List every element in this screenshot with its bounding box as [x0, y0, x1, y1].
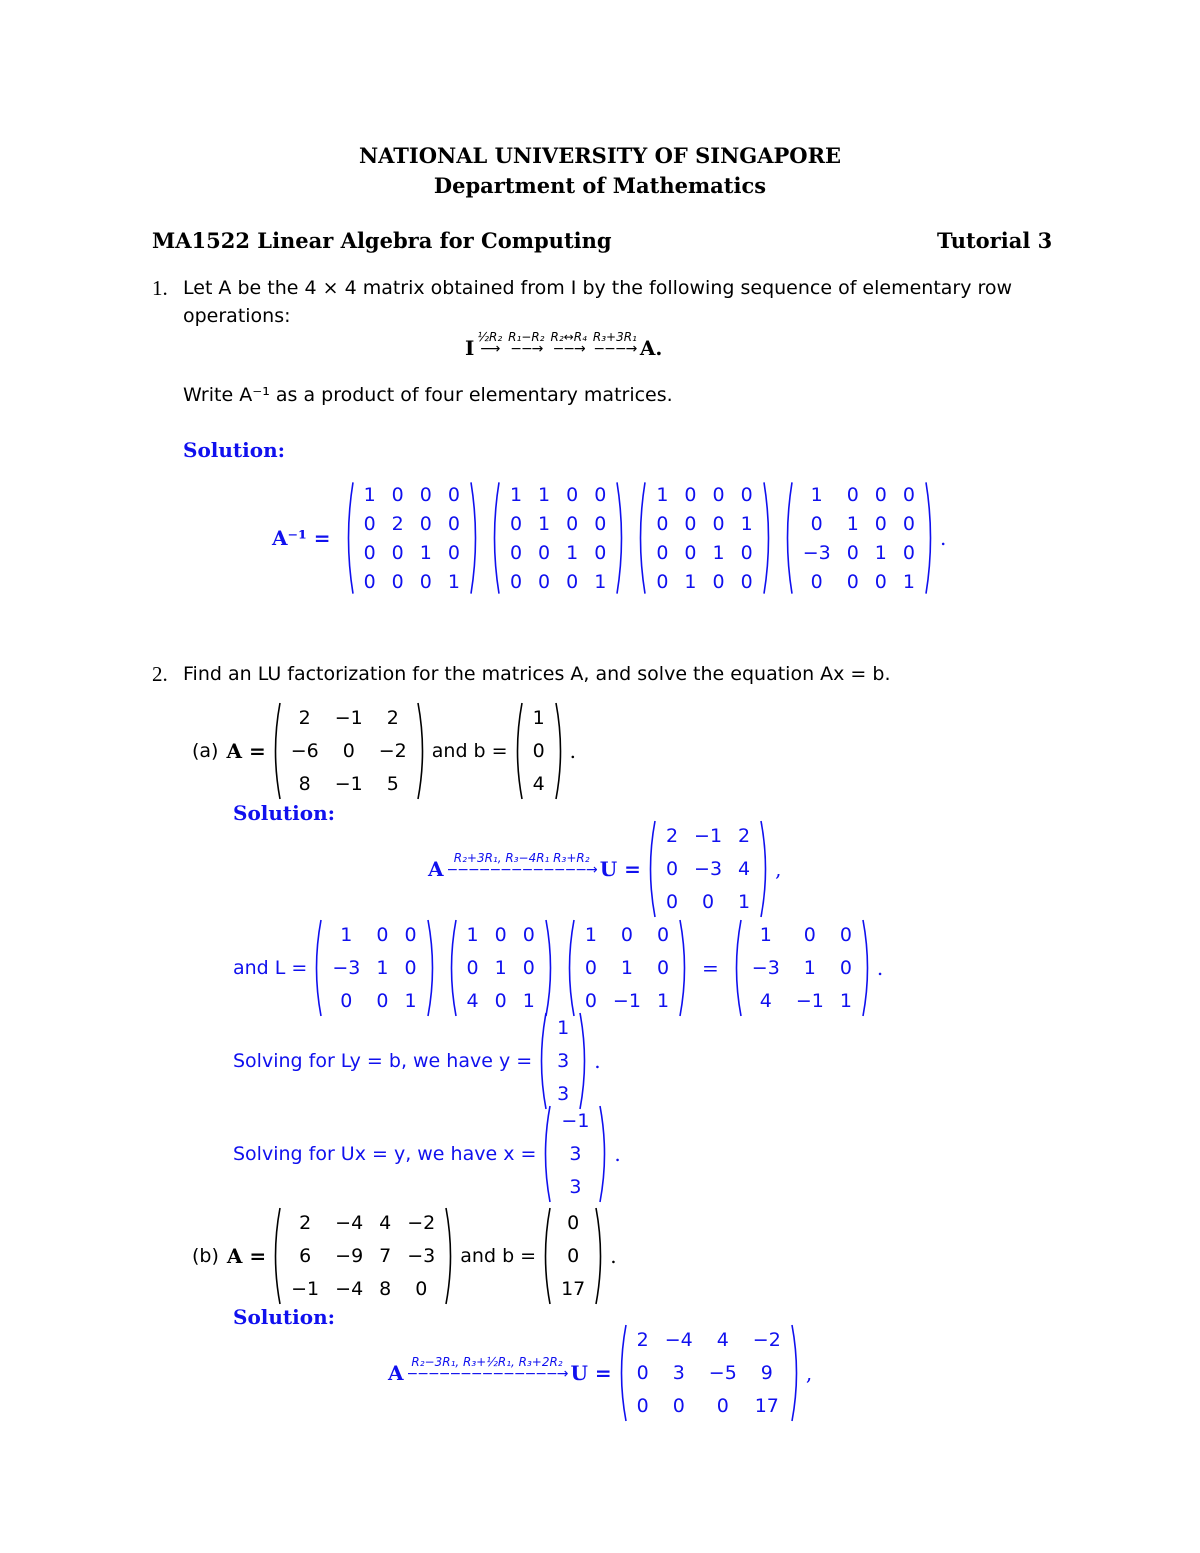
matrix-entry: −3: [802, 541, 831, 564]
matrix-entry: 0: [701, 891, 715, 914]
matrix-entry: 1: [684, 570, 697, 593]
matrix: [563, 918, 691, 1018]
matrix-entry: 0: [712, 483, 725, 506]
matrix: [342, 480, 482, 596]
matrix-entry: 0: [656, 956, 670, 979]
matrix-entry: 2: [298, 706, 311, 729]
matrix: [644, 819, 772, 919]
matrix-entry: 1: [594, 570, 607, 593]
matrix-entry: −1: [612, 990, 641, 1013]
matrix-entry: 3: [569, 1142, 582, 1165]
matrix-entry: 0: [712, 512, 725, 535]
matrix: [269, 701, 429, 801]
right-paren: [415, 701, 429, 801]
matrix-entry: 1: [874, 541, 887, 564]
matrix-entry: 6: [299, 1244, 312, 1267]
matrix-entry: 0: [594, 541, 607, 564]
q2a-label: (a): [192, 740, 219, 762]
matrix-entry: 0: [391, 483, 404, 506]
q1-number: 1.: [152, 276, 168, 300]
matrix-entry: 0: [874, 512, 887, 535]
matrix-entry: 1: [404, 990, 417, 1013]
matrix-entry: 0: [846, 570, 859, 593]
matrix: [535, 1011, 591, 1111]
matrix-entry: 0: [803, 923, 816, 946]
matrix: [634, 480, 774, 596]
matrix-entry: 0: [594, 483, 607, 506]
left-paren: [535, 1011, 549, 1111]
q2a-problem: [192, 701, 576, 801]
right-paren: [443, 1206, 457, 1306]
matrix-entry: 0: [404, 956, 417, 979]
matrix-entry: 0: [447, 483, 460, 506]
right-paren: [860, 918, 874, 1018]
matrix-entry: 3: [569, 1176, 582, 1199]
matrix-entry: 1: [712, 541, 725, 564]
q1-end: .: [939, 526, 947, 550]
matrix-entry: 8: [379, 1278, 392, 1301]
matrix-entry: −1: [334, 706, 363, 729]
matrix: [488, 480, 628, 596]
matrix-entry: 1: [803, 956, 816, 979]
matrix-entry: 3: [557, 1083, 570, 1106]
matrix-entry: 0: [509, 512, 523, 535]
q2-number: 2.: [152, 662, 168, 686]
matrix-entry: 4: [379, 1211, 392, 1234]
matrix-entry: −1: [795, 990, 824, 1013]
matrix-entry: 0: [712, 570, 725, 593]
q2b-problem: [192, 1206, 617, 1306]
q2a-solution-label: Solution:: [233, 801, 336, 825]
matrix-entry: 1: [522, 990, 535, 1013]
matrix-entry: 0: [419, 570, 432, 593]
matrix-entry: 1: [557, 1016, 570, 1039]
matrix-entry: 0: [716, 1395, 729, 1418]
matrix-entry: −2: [407, 1211, 436, 1234]
matrix-entry: −9: [335, 1244, 364, 1267]
matrix-entry: −3: [694, 857, 723, 880]
right-paren: [553, 701, 567, 801]
matrix-entry: 1: [656, 483, 669, 506]
matrix-entry: 0: [376, 990, 389, 1013]
matrix-entry: 2: [391, 512, 404, 535]
matrix-entry: 0: [810, 512, 823, 535]
matrix-entry: 0: [684, 483, 697, 506]
q2a-A-lhs: A =: [226, 739, 266, 763]
right-paren: [758, 819, 772, 919]
matrix-entry: −1: [334, 773, 363, 796]
matrix-entry: 0: [419, 483, 432, 506]
matrix-entry: 0: [810, 570, 823, 593]
matrix-entry: 0: [391, 570, 404, 593]
matrix: [269, 1206, 457, 1306]
q1-operation-sequence: [465, 329, 663, 360]
right-paren: [677, 918, 691, 1018]
left-paren: [269, 701, 283, 801]
matrix-entry: 0: [902, 541, 915, 564]
left-paren: [511, 701, 525, 801]
q2a-L-lhs: and L =: [233, 957, 308, 979]
matrix-entry: 0: [342, 739, 355, 762]
left-paren: [644, 819, 658, 919]
q1-seq-end: A.: [639, 336, 663, 360]
matrix-entry: 1: [419, 541, 432, 564]
matrix-entry: 1: [363, 483, 376, 506]
matrix: [511, 701, 567, 801]
q2b-A-lhs: A =: [226, 1244, 267, 1268]
matrix-entry: 0: [447, 512, 460, 535]
matrix-entry: 0: [363, 512, 376, 535]
q2a-reduce-arrow: R₂+3R₁, R₃−4R₁ R₃+R₂ −−−−−−−−−−−−−→: [446, 850, 597, 878]
matrix-entry: 0: [376, 923, 389, 946]
matrix-entry: 1: [810, 483, 823, 506]
q2a-U-end: ,: [775, 857, 782, 881]
q1-text-line1: Let A be the 4 × 4 matrix obtained from I by the following sequence of elementary row: [183, 277, 1013, 299]
matrix-entry: 0: [538, 541, 551, 564]
matrix-entry: 1: [839, 990, 852, 1013]
matrix-entry: 0: [846, 541, 859, 564]
matrix-entry: 0: [522, 923, 535, 946]
matrix-entry: 2: [299, 1211, 312, 1234]
matrix-entry: 0: [415, 1278, 428, 1301]
matrix-entry: −4: [335, 1211, 364, 1234]
q1-op-arrow: R₂↔R₄ −−→: [550, 329, 587, 357]
matrix-entry: 1: [759, 923, 772, 946]
q2a-eq: =: [702, 956, 719, 980]
matrix-entry: 2: [386, 706, 399, 729]
matrix-entry: 0: [466, 956, 479, 979]
matrix-entry: 2: [738, 824, 751, 847]
q2a-reduce-start: A: [428, 857, 444, 881]
matrix-entry: 0: [740, 541, 753, 564]
q1-write-instruction: Write A⁻¹ as a product of four elementary matrices.: [183, 384, 673, 406]
right-paren: [577, 1011, 591, 1111]
right-paren: [597, 1104, 611, 1204]
matrix-entry: 0: [636, 1395, 649, 1418]
matrix-entry: 0: [584, 990, 597, 1013]
matrix-entry: 0: [363, 570, 376, 593]
q2a-y-end: .: [594, 1049, 601, 1073]
right-paren: [593, 1206, 607, 1306]
matrix-entry: −4: [664, 1328, 693, 1351]
q2a-solve-x: [233, 1104, 621, 1204]
left-paren: [445, 918, 459, 1018]
matrix: [445, 918, 557, 1018]
matrix-entry: 4: [466, 990, 479, 1013]
matrix-entry: 0: [538, 570, 551, 593]
matrix-entry: 0: [404, 923, 417, 946]
matrix-entry: −1: [561, 1109, 590, 1132]
q2b-reduce-arrow: R₂−3R₁, R₃+½R₁, R₃+2R₂ −−−−−−−−−−−−−−→: [406, 1354, 568, 1382]
right-paren: [923, 480, 937, 596]
q2b-reduction: [388, 1323, 812, 1423]
q1-text-line2: operations:: [183, 305, 291, 327]
matrix-entry: 1: [532, 706, 545, 729]
matrix-entry: 9: [760, 1361, 773, 1384]
matrix-entry: 1: [538, 512, 551, 535]
left-paren: [310, 918, 324, 1018]
matrix-entry: 1: [494, 956, 507, 979]
matrix-entry: 0: [509, 570, 523, 593]
q2a-x-end: .: [614, 1142, 621, 1166]
matrix-entry: 1: [846, 512, 859, 535]
matrix-entry: 0: [567, 1244, 580, 1267]
matrix-entry: 8: [298, 773, 311, 796]
left-paren: [730, 918, 744, 1018]
matrix: [539, 1206, 607, 1306]
matrix: [539, 1104, 611, 1204]
matrix-entry: 0: [494, 923, 507, 946]
matrix: [781, 480, 937, 596]
matrix-entry: −3: [407, 1244, 436, 1267]
left-paren: [342, 480, 356, 596]
matrix-entry: 1: [902, 570, 915, 593]
q2b-reduce-start: A: [388, 1361, 404, 1385]
matrix-entry: 1: [447, 570, 460, 593]
matrix-entry: 0: [656, 570, 669, 593]
q2a-and-b: and b =: [431, 740, 508, 762]
q2b-end: .: [610, 1244, 617, 1268]
matrix-entry: 0: [684, 541, 697, 564]
matrix-entry: 0: [566, 512, 579, 535]
matrix-entry: 0: [740, 483, 753, 506]
matrix-entry: 0: [620, 923, 633, 946]
q2a-solve-y: [233, 1011, 601, 1111]
q2-text: Find an LU factorization for the matrices A, and solve the equation Ax = b.: [183, 663, 891, 685]
right-paren: [614, 480, 628, 596]
matrix-entry: 1: [656, 990, 670, 1013]
matrix-entry: 0: [740, 570, 753, 593]
matrix-entry: 0: [584, 956, 597, 979]
q1-op-arrow: ½R₂ ⟶: [477, 329, 503, 357]
q2b-and-b: and b =: [460, 1245, 537, 1267]
matrix-entry: 0: [874, 570, 887, 593]
q2a-solve-x-text: Solving for Ux = y, we have x =: [233, 1143, 537, 1165]
matrix-entry: −2: [378, 739, 407, 762]
q1-lhs: A⁻¹ =: [272, 526, 331, 550]
matrix-entry: 1: [740, 512, 753, 535]
matrix-entry: 0: [363, 541, 376, 564]
q2a-L-end: .: [876, 956, 884, 980]
matrix-entry: 0: [656, 541, 669, 564]
department-title: Department of Mathematics: [433, 173, 767, 198]
matrix-entry: 1: [538, 483, 551, 506]
left-paren: [781, 480, 795, 596]
matrix-entry: 1: [584, 923, 597, 946]
matrix-entry: 0: [494, 990, 507, 1013]
matrix-entry: 0: [874, 483, 887, 506]
matrix-entry: −2: [752, 1328, 781, 1351]
right-paren: [425, 918, 439, 1018]
matrix-entry: 5: [386, 773, 399, 796]
matrix-entry: 0: [665, 857, 679, 880]
q2a-L-equation: [233, 918, 883, 1018]
left-paren: [269, 1206, 283, 1306]
left-paren: [634, 480, 648, 596]
matrix-entry: 1: [376, 956, 389, 979]
tutorial-label: Tutorial 3: [937, 228, 1053, 253]
q2a-U-lhs: U =: [599, 857, 641, 881]
matrix-entry: 0: [902, 512, 915, 535]
matrix-entry: −4: [335, 1278, 364, 1301]
matrix: [310, 918, 438, 1018]
matrix-entry: 1: [738, 891, 751, 914]
matrix-entry: 0: [902, 483, 915, 506]
matrix-entry: 1: [340, 923, 353, 946]
matrix-entry: 0: [846, 483, 859, 506]
matrix-entry: 0: [566, 483, 579, 506]
matrix-entry: 0: [839, 956, 852, 979]
right-paren: [468, 480, 482, 596]
matrix-entry: 0: [340, 990, 353, 1013]
q2b-U-end: ,: [805, 1361, 813, 1385]
matrix-entry: 0: [656, 923, 670, 946]
matrix-entry: 2: [636, 1328, 649, 1351]
matrix-entry: −6: [290, 739, 319, 762]
right-paren: [789, 1323, 803, 1423]
left-paren: [539, 1104, 553, 1204]
matrix-entry: 0: [567, 1211, 580, 1234]
matrix-entry: 0: [391, 541, 404, 564]
matrix-entry: 3: [557, 1049, 570, 1072]
matrix-entry: 0: [447, 541, 460, 564]
matrix: [730, 918, 874, 1018]
matrix-entry: −3: [751, 956, 780, 979]
matrix-entry: 0: [509, 541, 523, 564]
left-paren: [539, 1206, 553, 1306]
matrix-entry: 7: [379, 1244, 392, 1267]
matrix-entry: −1: [694, 824, 723, 847]
q1-solution-equation: [272, 480, 946, 596]
left-paren: [563, 918, 577, 1018]
matrix-entry: 17: [754, 1395, 779, 1418]
matrix-entry: 0: [566, 570, 579, 593]
matrix-entry: 0: [522, 956, 535, 979]
q1-op-arrow: R₁−R₂ −−→: [508, 329, 545, 357]
matrix-entry: −1: [291, 1278, 320, 1301]
matrix-entry: −3: [332, 956, 361, 979]
matrix-entry: 0: [684, 512, 697, 535]
matrix-entry: 0: [672, 1395, 685, 1418]
matrix-entry: 17: [561, 1278, 586, 1301]
q2b-solution-label: Solution:: [233, 1305, 336, 1329]
matrix-entry: 1: [620, 956, 633, 979]
q1-solution-label: Solution:: [183, 438, 286, 462]
matrix-entry: 2: [665, 824, 679, 847]
matrix-entry: 0: [656, 512, 669, 535]
q1-op-arrow: R₃+3R₁ −−−→: [592, 329, 637, 357]
right-paren: [761, 480, 775, 596]
matrix-entry: 0: [839, 923, 852, 946]
matrix-entry: 4: [738, 857, 751, 880]
q2a-solve-y-text: Solving for Ly = b, we have y =: [233, 1050, 533, 1072]
matrix-entry: 1: [466, 923, 479, 946]
matrix-entry: 3: [672, 1361, 685, 1384]
matrix-entry: 4: [716, 1328, 729, 1351]
matrix-entry: 0: [594, 512, 607, 535]
matrix-entry: 4: [532, 773, 545, 796]
matrix-entry: 0: [532, 739, 545, 762]
matrix-entry: 0: [665, 891, 679, 914]
matrix-entry: 0: [419, 512, 432, 535]
university-title: NATIONAL UNIVERSITY OF SINGAPORE: [358, 143, 842, 168]
left-paren: [488, 480, 502, 596]
q2b-label: (b): [192, 1245, 219, 1267]
q1-seq-start: I: [465, 336, 475, 360]
matrix-entry: 1: [509, 483, 523, 506]
q2a-end: .: [569, 739, 577, 763]
matrix-entry: 1: [566, 541, 579, 564]
matrix-entry: 0: [636, 1361, 649, 1384]
matrix-entry: −5: [708, 1361, 737, 1384]
matrix: [615, 1323, 803, 1423]
matrix-entry: 4: [759, 990, 772, 1013]
left-paren: [615, 1323, 629, 1423]
q2a-reduction: [428, 819, 782, 919]
q2b-U-lhs: U =: [570, 1361, 612, 1385]
right-paren: [543, 918, 557, 1018]
course-title: MA1522 Linear Algebra for Computing: [152, 228, 612, 253]
